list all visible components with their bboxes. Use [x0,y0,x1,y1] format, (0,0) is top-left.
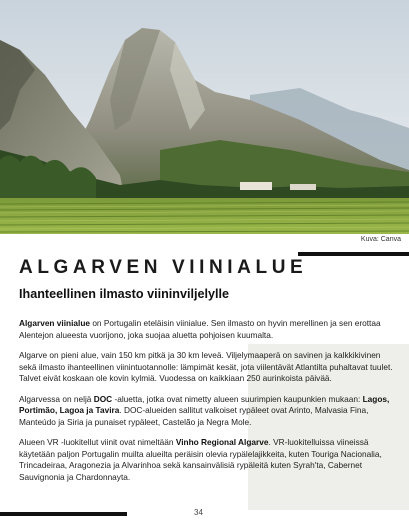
article-body [19,318,395,492]
page-subtitle: Ihanteellinen ilmasto viininviljelylle [19,287,229,301]
paragraph-1: Algarven viinialue on Portugalin eteläisin viinialue. Sen ilmasto on hyvin merellinen ja sen erottaa Alentejon alueesta vuorijono, joka suojaa aluetta pohjoisen kuumalta. [19,318,381,340]
decorative-rule-bottom [0,512,127,516]
bold-term: Algarven viinialue [19,318,91,328]
decorative-rule-top [298,252,409,256]
paragraph-2: Algarve on pieni alue, vain 150 km pitkä ja 30 km leveä. Viljelymaaperä on savinen ja kalkkikivinen sekä ilmasto ihanteellinen viinintuotannolle: lämpimät kesät, jota viilentävät Atlantilta puhaltavat tuulet. Talvet eivät koskaan ole kovin kylmiä. Vuodessa on kaikkiaan 250 aurinkoista päivää. [19,350,393,383]
paragraph-3: Algarvessa on neljä DOC -aluetta, jotka ovat nimetty alueen suurimpien kaupunkien mukaan: Lagos, Portimão, Lagoa ja Tavira. DOC-alueiden sallitut valkoiset rypäleet ovat Arinto, Malvasia Fina, Manteúdo ja Siria ja punaiset rypäleet, Castelão ja Negra Mole. [19,393,390,427]
page-title: ALGARVEN VIINIALUE [19,257,308,278]
bold-term: DOC [93,393,113,404]
page-number: 34 [194,508,203,517]
hero-photo-vineyard-mountains [0,0,409,234]
bold-term: Lagos, Portimão, Lagoa ja Tavira [19,393,390,415]
paragraph-4: Alueen VR -luokitellut viinit ovat nimeltään Vinho Regional Algarve. VR-luokitelluissa viineissä käytetään paljon Portugalin muilta alueilta peräisin olevia rypälelajikkeita, kuten Touriga Nacionalia, Trincadeiraa, Aragonezia ja Alvarinhoa sekä kansainvälisiä rypäleitä kuten Syrah'ta, Cabernet Sauvignonia ja Chardonnayta. [19,437,382,482]
bold-term: Vinho Regional Algarve [175,437,269,447]
image-credit: Kuva: Canva [360,236,401,243]
